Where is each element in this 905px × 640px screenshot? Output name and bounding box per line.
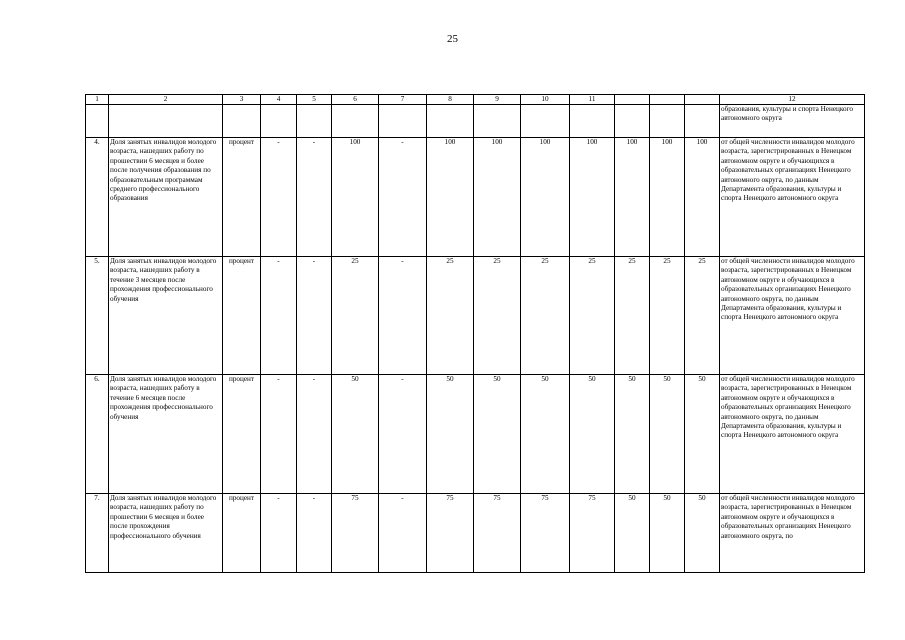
value-cell: 25 [521, 257, 570, 375]
value-cell: 75 [521, 494, 570, 573]
indicator-table [85, 94, 865, 573]
table-row [86, 375, 865, 494]
column-header-1: 1 [86, 95, 109, 105]
column-header-11: 11 [570, 95, 615, 105]
value-cell: - [297, 138, 332, 257]
value-cell: - [261, 494, 297, 573]
value-cell: 50 [650, 494, 685, 573]
table-row [86, 138, 865, 257]
value-cell: 25 [570, 257, 615, 375]
value-cell: 50 [685, 375, 720, 494]
value-cell: 50 [615, 375, 650, 494]
value-cell: - [379, 375, 427, 494]
value-cell: 50 [570, 375, 615, 494]
column-header-6: 6 [332, 95, 379, 105]
empty-cell [223, 105, 261, 138]
column-header-2: 2 [109, 95, 223, 105]
empty-cell [685, 105, 720, 138]
value-cell: 50 [474, 375, 521, 494]
indicator-name: Доля занятых инвалидов молодого возраста, нашедших работу в течение 3 месяцев после прохождения профессионального обучения [109, 257, 223, 375]
value-cell: 50 [332, 375, 379, 494]
empty-cell [427, 105, 474, 138]
empty-cell [570, 105, 615, 138]
unit-cell: процент [223, 257, 261, 375]
value-cell: - [261, 138, 297, 257]
value-cell: 75 [474, 494, 521, 573]
unit-cell: процент [223, 494, 261, 573]
value-cell: - [261, 257, 297, 375]
column-header-9: 9 [474, 95, 521, 105]
table-row [86, 257, 865, 375]
value-cell: 50 [685, 494, 720, 573]
value-cell: 75 [332, 494, 379, 573]
value-cell: - [297, 257, 332, 375]
indicator-name: Доля занятых инвалидов молодого возраста, нашедших работу по прошествии 6 месяцев и более после прохождения профессионального обучения [109, 494, 223, 573]
table-row [86, 494, 865, 573]
column-header-8: 8 [427, 95, 474, 105]
note-cell: от общей численности инвалидов молодого возраста, зарегистрированных в Ненецком автономном округе и обучающихся в образовательных организациях Ненецкого автономного округа, по данным Департамента образования, культуры и спорта Ненецкого автономного округа [720, 375, 865, 494]
table-header-row [86, 95, 865, 105]
empty-cell [379, 105, 427, 138]
continuation-row [86, 105, 865, 138]
column-header-13 [650, 95, 685, 105]
unit-cell: процент [223, 375, 261, 494]
value-cell: - [297, 375, 332, 494]
column-header-7: 7 [379, 95, 427, 105]
column-header-15: 12 [720, 95, 865, 105]
value-cell: 100 [650, 138, 685, 257]
value-cell: 25 [427, 257, 474, 375]
row-number: 4. [86, 138, 109, 257]
continuation-note: образования, культуры и спорта Ненецкого автономного округа [720, 105, 865, 138]
empty-cell [521, 105, 570, 138]
column-header-5: 5 [297, 95, 332, 105]
value-cell: - [379, 138, 427, 257]
value-cell: - [297, 494, 332, 573]
value-cell: 75 [570, 494, 615, 573]
indicator-name: Доля занятых инвалидов молодого возраста, нашедших работу по прошествии 6 месяцев и более после получения образования по образовательным программам среднего профессионального образования [109, 138, 223, 257]
row-number: 7. [86, 494, 109, 573]
value-cell: 50 [521, 375, 570, 494]
empty-cell [109, 105, 223, 138]
value-cell: 25 [615, 257, 650, 375]
column-header-3: 3 [223, 95, 261, 105]
empty-cell [86, 105, 109, 138]
column-header-14 [685, 95, 720, 105]
column-header-10: 10 [521, 95, 570, 105]
empty-cell [650, 105, 685, 138]
column-header-4: 4 [261, 95, 297, 105]
value-cell: - [261, 375, 297, 494]
value-cell: 100 [332, 138, 379, 257]
empty-cell [615, 105, 650, 138]
value-cell: 25 [474, 257, 521, 375]
value-cell: 100 [474, 138, 521, 257]
empty-cell [261, 105, 297, 138]
empty-cell [474, 105, 521, 138]
value-cell: 100 [521, 138, 570, 257]
value-cell: 100 [570, 138, 615, 257]
value-cell: 100 [615, 138, 650, 257]
empty-cell [332, 105, 379, 138]
page-number: 25 [447, 33, 458, 45]
note-cell: от общей численности инвалидов молодого возраста, зарегистрированных в Ненецком автономном округе и обучающихся в образовательных организациях Ненецкого автономного округа, по данным Департамента образования, культуры и спорта Ненецкого автономного округа [720, 138, 865, 257]
indicator-name: Доля занятых инвалидов молодого возраста, нашедших работу в течение 6 месяцев после прохождения профессионального обучения [109, 375, 223, 494]
unit-cell: процент [223, 138, 261, 257]
value-cell: 50 [427, 375, 474, 494]
value-cell: 25 [685, 257, 720, 375]
note-cell: от общей численности инвалидов молодого возраста, зарегистрированных в Ненецком автономном округе и обучающихся в образовательных организациях Ненецкого автономного округа, по данным Департамента образования, культуры и спорта Ненецкого автономного округа [720, 257, 865, 375]
value-cell: 25 [650, 257, 685, 375]
value-cell: 100 [427, 138, 474, 257]
note-cell: от общей численности инвалидов молодого возраста, зарегистрированных в Ненецком автономном округе и обучающихся в образовательных организациях Ненецкого автономного округа, по [720, 494, 865, 573]
row-number: 5. [86, 257, 109, 375]
value-cell: 50 [615, 494, 650, 573]
column-header-12 [615, 95, 650, 105]
value-cell: 50 [650, 375, 685, 494]
row-number: 6. [86, 375, 109, 494]
empty-cell [297, 105, 332, 138]
value-cell: 100 [685, 138, 720, 257]
value-cell: - [379, 257, 427, 375]
value-cell: 25 [332, 257, 379, 375]
value-cell: - [379, 494, 427, 573]
value-cell: 75 [427, 494, 474, 573]
